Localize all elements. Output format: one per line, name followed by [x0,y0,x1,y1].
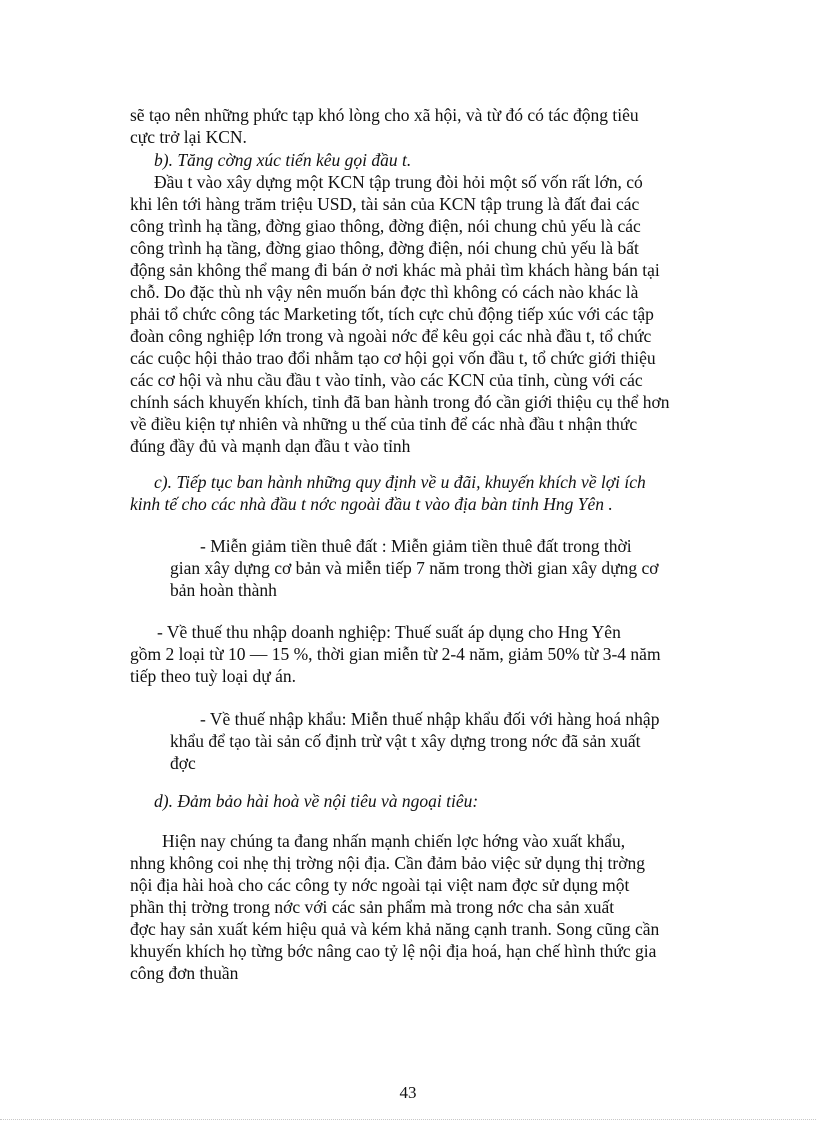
heading-c-line-2: kinh tế cho các nhà đầu t nớc ngoài đầu t vào địa bàn tỉnh Hng Yên . [130,494,613,514]
intro-line-2: cực trở lại KCN. [130,127,247,147]
bullet-income-line-2: gồm 2 loại từ 10 — 15 %, thời gian miễn từ 2-4 năm, giảm 50% từ 3-4 năm [130,644,661,664]
bullet-income-line-1: - Về thuế thu nhập doanh nghiệp: Thuế suất áp dụng cho Hng Yên [157,622,621,642]
para-b-line-10: các cơ hội và nhu cầu đầu t vào tỉnh, vào các KCN của tỉnh, cùng với các [130,370,643,390]
para-b-line-5: động sản không thể mang đi bán ở nơi khác mà phải tìm khách hàng bán tại [130,260,660,280]
para-b-line-13: đúng đầy đủ và mạnh dạn đầu t vào tỉnh [130,436,411,456]
bullet-import-line-3: đợc [170,753,196,773]
para-d-line-4: phần thị trờng trong nớc với các sản phẩm mà trong nớc cha sản xuất [130,897,615,917]
bullet-import-line-1: - Về thuế nhập khẩu: Miễn thuế nhập khẩu đối với hàng hoá nhập [200,709,660,729]
page-number: 43 [399,1083,417,1102]
bullet-land-line-1: - Miễn giảm tiền thuê đất : Miễn giảm tiền thuê đất trong thời [200,536,632,556]
para-d-line-2: nhng không coi nhẹ thị trờng nội địa. Cần đảm bảo việc sử dụng thị trờng [130,853,646,873]
para-d-line-1: Hiện nay chúng ta đang nhấn mạnh chiến lợc hớng vào xuất khẩu, [162,831,626,851]
intro-line-1: sẽ tạo nên những phức tạp khó lòng cho xã hội, và từ đó có tác động tiêu [130,105,639,125]
bullet-import-line-2: khẩu để tạo tài sản cố định trừ vật t xây dựng trong nớc đã sản xuất [170,731,641,751]
heading-c-line-1: c). Tiếp tục ban hành những quy định về u đãi, khuyến khích về lợi ích [154,472,646,492]
para-b-line-4: công trình hạ tầng, đờng giao thông, đờng điện, nói chung chủ yếu là bất [130,238,639,258]
para-b-line-11: chính sách khuyến khích, tỉnh đã ban hành trong đó cần giới thiệu cụ thể hơn [130,392,670,412]
para-b-line-2: khi lên tới hàng trăm triệu USD, tài sản của KCN tập trung là đất đai các [130,194,640,214]
heading-d: d). Đảm bảo hài hoà về nội tiêu và ngoại tiêu: [154,791,479,811]
bullet-land-line-2: gian xây dựng cơ bản và miễn tiếp 7 năm trong thời gian xây dựng cơ [170,558,659,578]
para-b-line-6: chỗ. Do đặc thù nh vậy nên muốn bán đợc thì không có cách nào khác là [130,282,639,302]
para-b-line-9: các cuộc hội thảo trao đổi nhằm tạo cơ hội gọi vốn đầu t, tổ chức giới thiệu [130,348,656,368]
para-d-line-5: đợc hay sản xuất kém hiệu quả và kém khả năng cạnh tranh. Song cũng cần [130,919,660,939]
bullet-income-line-3: tiếp theo tuỳ loại dự án. [130,666,296,686]
para-b-line-8: đoàn công nghiệp lớn trong và ngoài nớc để kêu gọi các nhà đầu t, tổ chức [130,326,652,346]
para-d-line-6: khuyến khích họ từng bớc nâng cao tỷ lệ nội địa hoá, hạn chế hình thức gia [130,941,657,961]
para-b-line-3: công trình hạ tầng, đờng giao thông, đờng điện, nói chung chủ yếu là các [130,216,641,236]
para-b-line-1: Đầu t vào xây dựng một KCN tập trung đòi hỏi một số vốn rất lớn, có [154,172,643,192]
bullet-land-line-3: bản hoàn thành [170,580,277,600]
para-b-line-12: về điều kiện tự nhiên và những u thế của tỉnh để các nhà đầu t nhận thức [130,414,638,434]
bottom-dotted-rule [0,1119,816,1120]
para-d-line-7: công đơn thuần [130,963,239,983]
heading-b: b). Tăng cờng xúc tiến kêu gọi đầu t. [154,150,412,170]
para-d-line-3: nội địa hài hoà cho các công ty nớc ngoài tại việt nam đợc sử dụng một [130,875,630,895]
para-b-line-7: phải tổ chức công tác Marketing tốt, tích cực chủ động tiếp xúc với các tập [130,304,654,324]
